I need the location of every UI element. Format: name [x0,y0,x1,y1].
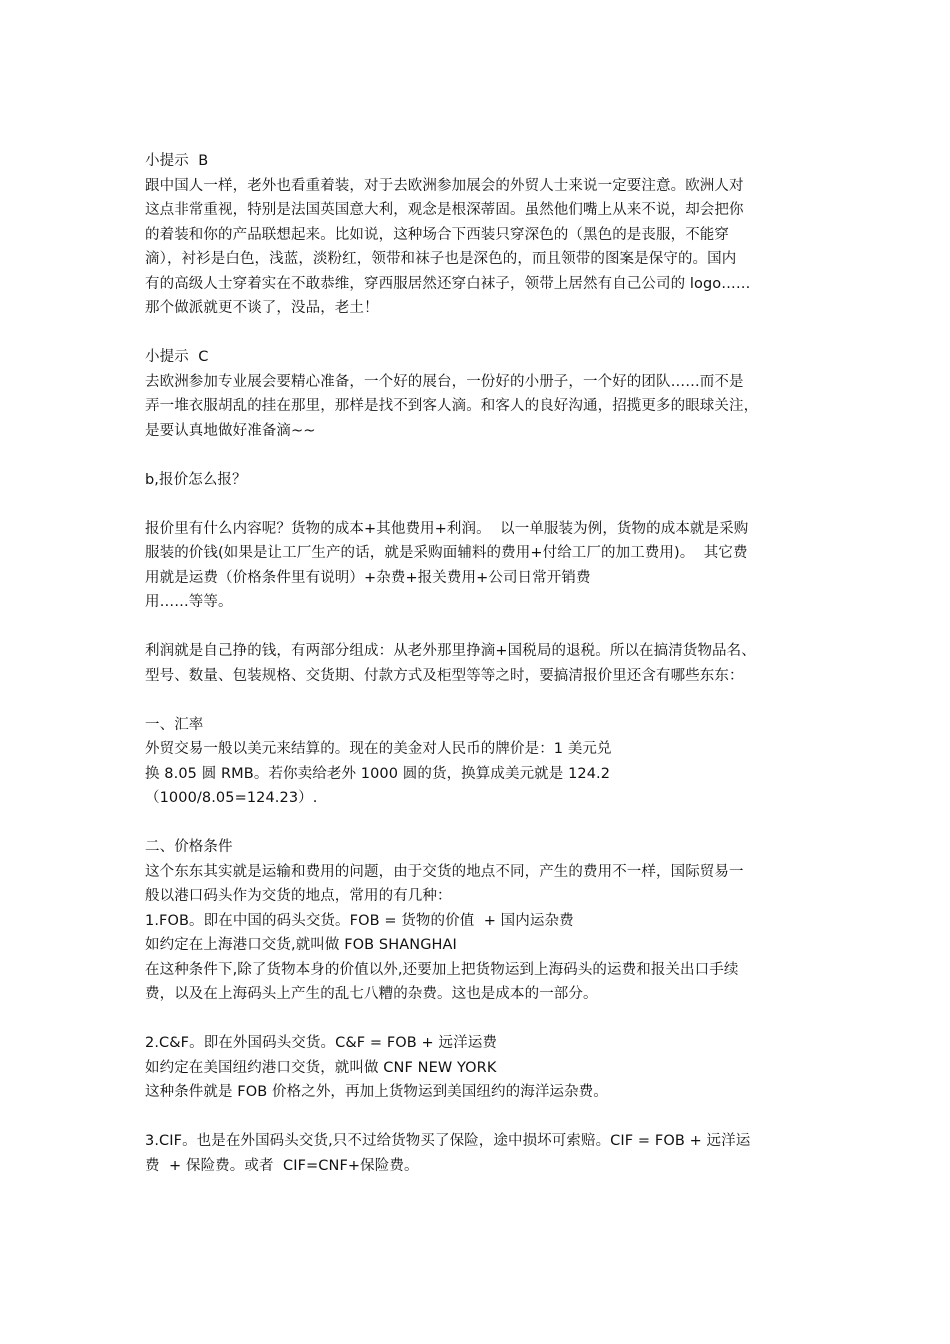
paragraph-line: 如约定在美国纽约港口交货，就叫做 CNF NEW YORK [145,1059,497,1076]
paragraph-line: 换 8.05 圆 RMB。若你卖给老外 1000 圆的货，换算成美元就是 124.2 [145,765,611,782]
spacer [145,811,810,836]
exchange-rate-section [145,713,810,811]
quote-section [145,468,810,689]
quote-heading: b,报价怎么报？ [145,471,247,488]
tip-b-section [145,149,810,321]
cf-term-title: 2.C&F。即在外国码头交货。C&F = FOB + 远洋运费 [145,1035,497,1051]
paragraph-line: 外贸交易一般以美元来结算的。现在的美金对人民币的牌价是：1 美元兑 [145,741,612,757]
paragraph-line: 弄一堆衣服胡乱的挂在那里，那样是找不到客人滴。和客人的良好沟通，招揽更多的眼球关注， [145,398,759,414]
paragraph-line: 这点非常重视，特别是法国英国意大利，观念是根深蒂固。虽然他们嘴上从来不说，却会把你 [145,202,744,218]
paragraph-line: 的着装和你的产品联想起来。比如说，这种场合下西装只穿深色的（黑色的是丧服，不能穿 [145,226,729,243]
price-terms-heading: 二、价格条件 [145,839,233,855]
paragraph-line: 如约定在上海港口交货,就叫做 FOB SHANGHAI [145,937,457,953]
paragraph-line: 去欧洲参加专业展会要精心准备，一个好的展台，一份好的小册子，一个好的团队……而不是 [145,373,744,390]
paragraph-line: 报价里有什么内容呢？货物的成本+其他费用+利润。 以一单服装为例，货物的成本就是采购 [145,520,749,537]
tip-c-section [145,345,810,443]
cif-term-title: 3.CIF。也是在外国码头交货,只不过给货物买了保险，途中损坏可索赔。CIF = FOB + 远洋运 [145,1133,751,1149]
paragraph-line: 型号、数量、包装规格、交货期、付款方式及柜型等等之时，要搞清报价里还含有哪些东东： [145,667,744,684]
paragraph-line: 在这种条件下,除了货物本身的价值以外,还要加上把货物运到上海码头的运费和报关出口手续 [145,961,739,978]
paragraph-line: 这个东东其实就是运输和费用的问题，由于交货的地点不同，产生的费用不一样，国际贸易一 [145,863,744,880]
paragraph-line: 这种条件就是 FOB 价格之外，再加上货物运到美国纽约的海洋运杂费。 [145,1084,608,1100]
paragraph-line: 费，以及在上海码头上产生的乱七八糟的杂费。这也是成本的一部分。 [145,986,598,1002]
paragraph-line: 费 + 保险费。或者 CIF=CNF+保险费。 [145,1157,419,1174]
paragraph-line: 跟中国人一样，老外也看重着装，对于去欧洲参加展会的外贸人士来说一定要注意。欧洲人对 [145,177,744,194]
paragraph-line: （1000/8.05=124.23）. [145,790,318,806]
spacer [145,688,810,713]
paragraph-line: 服装的价钱(如果是让工厂生产的话，就是采购面辅料的费用+付给工厂的加工费用)。 其它费 [145,545,748,561]
exchange-rate-heading: 一、汇率 [145,716,204,733]
spacer [145,443,810,468]
spacer [145,615,810,640]
paragraph-line: 滴），衬衫是白色，浅蓝，淡粉红，领带和袜子也是深色的，而且领带的图案是保守的。国内 [145,251,737,267]
paragraph-line: 用……等等。 [145,594,233,610]
spacer [145,1105,810,1130]
spacer [145,1007,810,1032]
paragraph-line: 是要认真地做好准备滴~~ [145,422,316,439]
price-terms-section [145,835,810,1178]
paragraph-line: 用就是运费（价格条件里有说明）+杂费+报关费用+公司日常开销费 [145,569,591,586]
paragraph-line: 有的高级人士穿着实在不敢恭维，穿西服居然还穿白袜子，领带上居然有自己公司的 logo…… [145,275,751,292]
fob-term-title: 1.FOB。即在中国的码头交货。FOB = 货物的价值 + 国内运杂费 [145,912,574,929]
tip-c-heading: 小提示 C [145,349,209,365]
tip-b-heading: 小提示 B [145,153,209,169]
paragraph-line: 利润就是自己挣的钱，有两部分组成：从老外那里挣滴+国税局的退税。所以在搞清货物品名、 [145,643,756,659]
document-body [145,149,810,1178]
spacer [145,321,810,346]
paragraph-line: 那个做派就更不谈了，没品，老土！ [145,300,379,316]
paragraph-line: 般以港口码头作为交货的地点，常用的有几种： [145,888,452,904]
spacer [145,492,810,517]
